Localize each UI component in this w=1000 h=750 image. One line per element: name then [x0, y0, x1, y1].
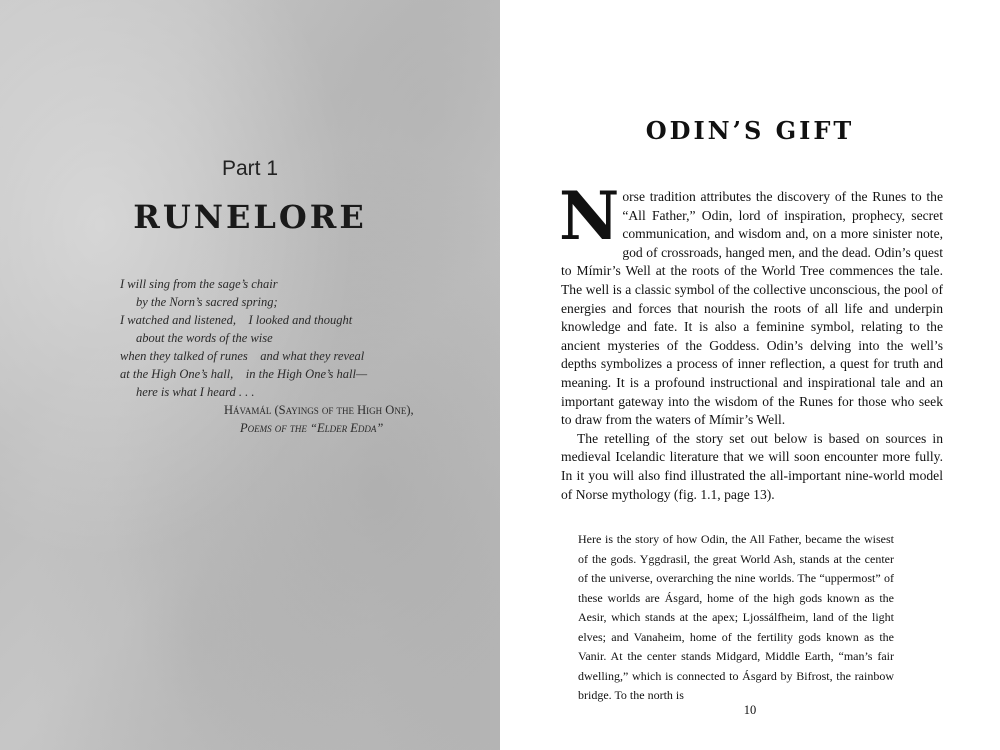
page-number: 10	[743, 703, 757, 717]
epigraph-source-title: Poems of the “Elder Edda”	[240, 421, 384, 435]
drop-cap: N	[559, 177, 620, 255]
body-text	[559, 177, 943, 504]
poem-line: here is what I heard . . .	[136, 385, 255, 399]
poem-line: when they talked of runes and what they reveal	[120, 349, 365, 363]
paragraph	[559, 177, 943, 430]
part-title: RUNELORE	[133, 198, 367, 236]
poem-line: I will sing from the sage’s chair	[120, 277, 278, 291]
paragraph-text: orse tradition attributes the discovery of the Runes to the “All Father,” Odin, lord of inspiration, prophecy, secret communication, and wisdom and, on a more sinister note, god of crossroads, hanged men, and the dead. Odin’s quest to Mímir’s Well at the roots of the World Tree commences the tale. The well is a classic symbol of the collective unconscious, the pool of energies and forces that nourish the roots of all life and underpin knowledge and fate. It is also a feminine symbol, relating to the ancient mysteries of the Goddess. Odin’s delving into the well’s depths symbolizes a process of inner reflection, a quest for truth and meaning. It is a profound instructional and inspirational tale and an important gateway into the wisdom of the Runes for those who seek to draw from the waters of Mímir’s Well.	[561, 189, 943, 428]
right-page	[500, 0, 1000, 750]
poem-line: I watched and listened, I looked and thought	[120, 313, 353, 327]
chapter-title: ODIN’S GIFT	[645, 116, 855, 145]
poem-line: at the High One’s hall, in the High One’s hall—	[120, 367, 368, 381]
epigraph-source: Hávamál (Sayings of the High One),	[224, 403, 414, 417]
poem-line: about the words of the wise	[136, 331, 273, 345]
part-label: Part 1	[221, 157, 279, 180]
paragraph: The retelling of the story set out below is based on sources in medieval Icelandic literature that we will soon encounter more fully. In it you will also find illustrated the all-important nine-world model of Norse mythology (fig. 1.1, page 13).	[561, 430, 943, 502]
extract-text: Here is the story of how Odin, the All Father, became the wisest of the gods. Yggdrasil, the great World Ash, stands at the center of the universe, overarching the nine worlds. The “uppermost” of these worlds are Ásgard, home of the high gods known as the Aesir, which stands at the apex; Ljossálfheim, land of the light elves; and Vanaheim, home of the fertility gods known as the Vanir. At the center stands Midgard, Middle Earth, “man’s fair dwelling,” which is connected to Ásgard by Bifrost, the rainbow bridge. To the north is	[578, 532, 894, 702]
poem-line: by the Norn’s sacred spring;	[136, 295, 278, 309]
